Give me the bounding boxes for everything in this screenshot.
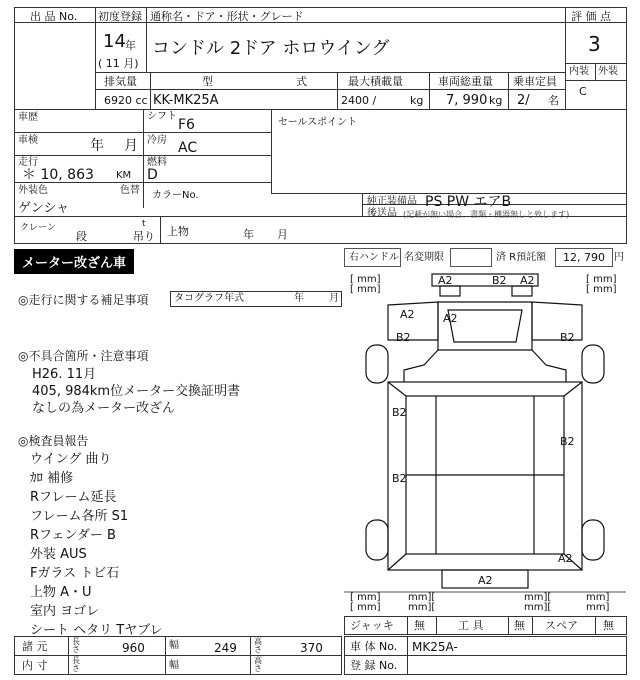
history-label: 車歴: [18, 112, 38, 123]
exterior-label: 外装: [598, 66, 618, 77]
spec-label: 諸 元: [22, 640, 48, 653]
svg-text:mm][: mm][: [524, 602, 552, 613]
tacho-month: 月: [329, 293, 339, 304]
score-value: 3: [588, 32, 601, 56]
max-load-label: 最大積載量: [348, 75, 403, 88]
score-label: 評 価 点: [571, 10, 611, 23]
svg-text:[ mm]: [ mm]: [586, 274, 617, 285]
inspector-title: ◎検査員報告: [18, 434, 89, 448]
damage-mark: B2: [560, 435, 575, 448]
inspector-list: [30, 450, 163, 640]
recycle-amount: 12, 790: [563, 251, 605, 264]
first-reg-month: ( 11 月): [98, 57, 139, 70]
length-label-2: 長さ: [72, 656, 80, 673]
shipping-label: 後送品: [367, 208, 397, 219]
inspector-line: 外装 AUS: [30, 547, 87, 562]
mileage-value: ＊ 10, 863: [22, 167, 94, 183]
length-label: 長さ: [72, 637, 80, 654]
svg-text:mm]: mm]: [586, 592, 610, 603]
type-label-2: 式: [296, 75, 307, 88]
inspector-line: 室内 ヨゴレ: [30, 604, 100, 619]
capacity-unit: 名: [548, 94, 559, 107]
max-load-value: 2400 /: [341, 94, 377, 107]
defect-line: なしの為メーター改ざん: [32, 401, 176, 416]
size-label: 内 寸: [22, 659, 48, 672]
jack-label: ジャッキ: [350, 619, 394, 632]
inspection-month: 月: [124, 138, 138, 154]
model-name: コンドル 2ドア ホロウイング: [152, 38, 390, 59]
mm-mark: [ mm]: [350, 274, 381, 285]
height-label: 高さ: [254, 637, 262, 654]
recycle-note: 済 R預託額: [496, 252, 547, 263]
inspector-line: ｶﾛ 補修: [30, 471, 74, 486]
inspection-label: 車検: [18, 135, 38, 146]
equipment-label: 純正装備品: [367, 196, 417, 207]
crane-stage: 段: [76, 230, 87, 243]
gross-weight-label: 車両総重量: [438, 75, 493, 88]
displacement-label: 排気量: [104, 75, 137, 88]
tool-value: 無: [514, 619, 525, 632]
lot-label: 出 品 No.: [30, 10, 78, 23]
svg-text:[ mm]: [ mm]: [350, 592, 381, 603]
color-no-label: カラーNo.: [152, 190, 199, 201]
steering-label: 右ハンドル: [349, 252, 399, 263]
name-label: 通称名・ドア・形状・グレード: [150, 10, 304, 23]
tacho-year: 年: [294, 293, 304, 304]
shipping-note: (記載が無い場合、書類・機器無しと致します): [403, 210, 570, 219]
svg-text:mm][: mm][: [408, 602, 436, 613]
defects-title: ◎不具合箇所・注意事項: [18, 349, 149, 363]
damage-mark: B2: [560, 331, 575, 344]
height-label-2: 高さ: [254, 656, 262, 673]
jack-value: 無: [414, 619, 425, 632]
crane-lift: 吊り: [133, 230, 155, 243]
interior-value: C: [579, 85, 587, 98]
spare-value: 無: [603, 619, 614, 632]
svg-text:[ mm]: [ mm]: [586, 284, 617, 295]
inspector-line: フレーム各所 S1: [30, 509, 129, 524]
driving-note-title: ◎走行に関する補足事項: [18, 293, 149, 307]
crane-label: クレーン: [20, 223, 56, 233]
svg-text:mm][: mm][: [524, 592, 552, 603]
first-reg-year: 14: [103, 31, 126, 52]
tool-label: 工 具: [458, 619, 484, 632]
upper-month: 月: [277, 228, 288, 241]
length-value: 960: [122, 641, 145, 655]
damage-mark: B2: [492, 274, 507, 287]
capacity-value: 2/: [517, 93, 530, 108]
truck-diagram: [344, 270, 626, 614]
max-load-unit: kg: [410, 94, 424, 107]
damage-mark: A2: [438, 274, 453, 287]
damage-mark: A2: [520, 274, 535, 287]
color-label: 外装色: [18, 185, 48, 196]
inspector-line: ウイング 曲り: [30, 452, 112, 467]
gross-weight-unit: kg: [489, 94, 503, 107]
width-label: 幅: [169, 640, 179, 651]
equipment-value: PS PW エアB: [425, 194, 512, 210]
svg-text:mm]: mm]: [586, 602, 610, 613]
first-reg-year-unit: 年: [125, 39, 136, 52]
selling-points-label: セールスポイント: [278, 117, 358, 128]
first-reg-label: 初度登録: [98, 10, 142, 23]
damage-mark: A2: [478, 574, 493, 587]
damage-mark: A2: [558, 552, 573, 565]
damage-mark: B2: [392, 472, 407, 485]
damage-mark: A2: [443, 312, 458, 325]
defect-line: 405, 984km位メーター交換証明書: [32, 384, 241, 399]
width-value: 249: [214, 641, 237, 655]
gross-weight-value: 7, 990: [446, 93, 488, 108]
name-change-label: 名変期限: [404, 252, 444, 263]
width-label-2: 幅: [169, 660, 179, 671]
upper-label: 上物: [167, 225, 189, 238]
model-code: KK-MK25A: [153, 93, 219, 108]
defects-list: [32, 366, 240, 417]
name-change-box: [450, 248, 492, 267]
inspector-line: シート ヘタリ Tヤブレ: [30, 623, 163, 638]
svg-text:mm][: mm][: [408, 592, 436, 603]
recycle-unit: 円: [614, 252, 624, 263]
mileage-unit: KM: [116, 170, 132, 181]
inspector-line: Rフェンダー B: [30, 528, 116, 543]
inspector-line: Rフレーム延長: [30, 490, 117, 505]
displacement-value: 6920 cc: [104, 94, 148, 107]
shift-label: シフト: [147, 111, 177, 122]
meter-tamper-banner: メーター改ざん車: [14, 249, 134, 274]
damage-mark: A2: [400, 308, 415, 321]
spare-label: スペア: [545, 619, 578, 632]
damage-mark: B2: [396, 331, 411, 344]
inspection-year: 年: [90, 138, 104, 154]
defect-line: H26. 11月: [32, 367, 97, 382]
fuel-label: 燃料: [147, 157, 167, 168]
chassis-value: MK25A-: [412, 640, 458, 654]
capacity-label: 乗車定員: [513, 75, 557, 88]
height-value: 370: [300, 641, 323, 655]
chassis-label: 車 体 No.: [350, 640, 398, 653]
inspector-line: 上物 A・U: [30, 585, 92, 600]
inspector-line: Fガラス トビ石: [30, 566, 120, 581]
svg-text:[ mm]: [ mm]: [350, 284, 381, 295]
registration-label: 登 録 No.: [350, 659, 398, 672]
ac-label: 冷房: [147, 135, 167, 146]
interior-label: 内装: [569, 66, 589, 77]
mileage-label: 走行: [18, 157, 38, 168]
shift-value: F6: [178, 117, 195, 133]
color-change-label: 色替: [120, 185, 140, 196]
ac-value: AC: [178, 140, 198, 156]
crane-t: t: [142, 219, 146, 229]
color-value: ゲンシャ: [18, 201, 70, 216]
type-label: 型: [202, 75, 213, 88]
damage-mark: B2: [392, 406, 407, 419]
upper-year: 年: [243, 228, 254, 241]
fuel-value: D: [147, 167, 158, 183]
svg-text:[ mm]: [ mm]: [350, 602, 381, 613]
tacho-label: タコグラフ年式: [174, 293, 244, 304]
